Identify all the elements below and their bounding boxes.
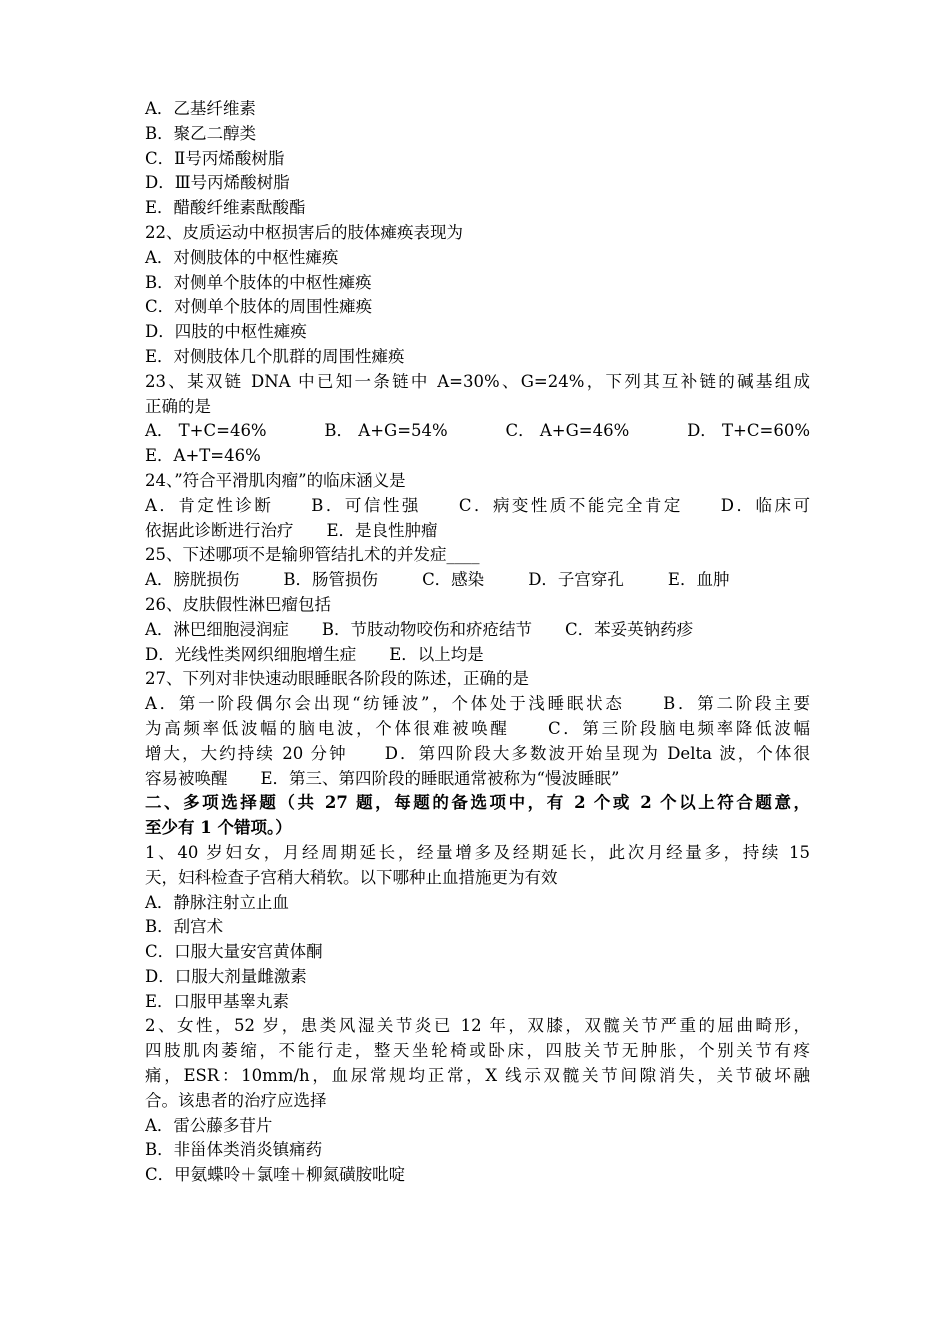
question-stem-line: 2、女性，52 岁，患类风湿关节炎已 12 年，双膝，双髋关节严重的屈曲畸形， [145, 1016, 810, 1036]
options-line: A．肯定性诊断 B．可信性强 C．病变性质不能完全肯定 D．临床可 [145, 495, 810, 515]
question-24 [145, 469, 810, 543]
document-page [145, 97, 810, 1188]
question-stem-line: 痛，ESR：10mm/h，血尿常规均正常，X 线示双髋关节间隙消失，关节破坏融 [145, 1066, 810, 1086]
question-stem: 25、下述哪项不是输卵管结扎术的并发症____ [145, 545, 480, 565]
option-d: D．Ⅲ号丙烯酸树脂 [145, 173, 290, 193]
option-a: A．乙基纤维素 [145, 99, 256, 118]
section-heading-line: 二、多项选择题（共 27 题，每题的备选项中，有 2 个或 2 个以上符合题意， [145, 793, 810, 813]
question-stem: 27、下列对非快速动眼睡眠各阶段的陈述，正确的是 [145, 669, 529, 689]
option-e: E．A+T=46% [145, 446, 261, 466]
question-stem-line: 1、40 岁妇女，月经周期延长，经量增多及经期延长，此次月经量多，持续 15 [145, 842, 810, 862]
q21-options [145, 97, 810, 221]
options-line: 容易被唤醒 E．第三、第四阶段的睡眠通常被称为“慢波睡眠” [145, 768, 620, 788]
option-d: D． T+C=60% [687, 421, 810, 441]
question-22 [145, 221, 810, 370]
section-heading [145, 791, 810, 841]
question-27 [145, 667, 810, 791]
options-line: A．第一阶段偶尔会出现“纺锤波”，个体处于浅睡眠状态 B．第二阶段主要 [145, 694, 810, 714]
question-23 [145, 370, 810, 469]
question-stem: 26、皮肤假性淋巴瘤包括 [145, 594, 331, 614]
question-25 [145, 543, 810, 593]
multi-question-2 [145, 1014, 810, 1188]
option-c: C． A+G=46% [505, 421, 630, 441]
option-b: B．非甾体类消炎镇痛药 [145, 1140, 323, 1160]
option-e: E．对侧肢体几个肌群的周围性瘫痪 [145, 346, 405, 366]
question-stem-line: 23、某双链 DNA 中已知一条链中 A=30%、G=24%，下列其互补链的碱基组成 [145, 371, 810, 391]
question-stem-line: 正确的是 [145, 396, 211, 416]
option-b: B． A+G=54% [324, 421, 448, 441]
options-row [145, 568, 810, 593]
option-a: A．静脉注射立止血 [145, 892, 289, 912]
option-e: E．醋酸纤维素酞酸酯 [145, 198, 306, 218]
option-a: A．膀胱损伤 [145, 570, 240, 590]
question-stem-line: 合。该患者的治疗应选择 [145, 1090, 327, 1110]
question-stem: 24、”符合平滑肌肉瘤”的临床涵义是 [145, 470, 406, 490]
option-c: C．甲氨蝶呤＋氯喹＋柳氮磺胺吡啶 [145, 1165, 406, 1185]
option-c: C．口服大量安宫黄体酮 [145, 942, 323, 962]
option-b: B．刮宫术 [145, 917, 224, 937]
option-b: B．肠管损伤 [283, 570, 379, 590]
option-a: A．雷公藤多苷片 [145, 1115, 273, 1135]
options-row [145, 419, 810, 444]
question-stem-line: 天，妇科检查子宫稍大稍软。以下哪种止血措施更为有效 [145, 867, 558, 887]
option-b: B．对侧单个肢体的中枢性瘫痪 [145, 272, 372, 292]
options-line: 依据此诊断进行治疗 E．是良性肿瘤 [145, 520, 438, 540]
option-e: E．口服甲基睾丸素 [145, 991, 290, 1011]
question-stem: 22、皮质运动中枢损害后的肢体瘫痪表现为 [145, 222, 463, 242]
option-c: C．感染 [422, 570, 485, 590]
option-c: C．Ⅱ号丙烯酸树脂 [145, 148, 285, 168]
question-stem-line: 四肢肌肉萎缩，不能行走，整天坐轮椅或卧床，四肢关节无肿胀，个别关节有疼 [145, 1041, 810, 1061]
option-d: D．口服大剂量雌激素 [145, 966, 307, 986]
multi-question-1 [145, 841, 810, 1015]
options-line: 为高频率低波幅的脑电波，个体很难被唤醒 C．第三阶段脑电频率降低波幅 [145, 718, 810, 738]
option-b: B．聚乙二醇类 [145, 123, 257, 143]
option-d: D．四肢的中枢性瘫痪 [145, 322, 307, 342]
options-line: A．淋巴细胞浸润症 B．节肢动物咬伤和疥疮结节 C．苯妥英钠药疹 [145, 619, 694, 639]
options-line: 增大，大约持续 20 分钟 D．第四阶段大多数波开始呈现为 Delta 波，个体很 [145, 743, 810, 763]
option-a: A．对侧肢体的中枢性瘫痪 [145, 247, 339, 267]
option-c: C．对侧单个肢体的周围性瘫痪 [145, 297, 373, 317]
option-e: E．血肿 [667, 570, 730, 590]
options-line: D．光线性类网织细胞增生症 E．以上均是 [145, 644, 484, 664]
question-26 [145, 593, 810, 667]
option-a: A． T+C=46% [145, 421, 267, 441]
option-d: D．子宫穿孔 [528, 570, 624, 590]
section-heading-line: 至少有 1 个错项。） [145, 818, 292, 838]
